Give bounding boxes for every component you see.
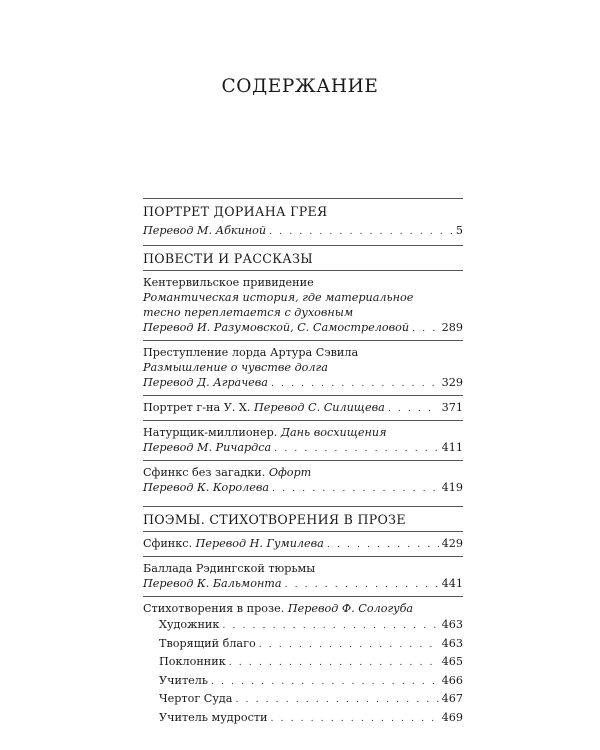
dot-leader	[272, 481, 439, 496]
dot-leader	[229, 654, 439, 672]
dot-leader	[270, 710, 438, 728]
page-number: 329	[441, 376, 463, 389]
subitem-title: Поклонник	[159, 655, 226, 668]
subitem-title: Учитель	[159, 673, 208, 687]
dot-leader	[211, 673, 439, 691]
subitem-title: Учитель мудрости	[159, 710, 268, 724]
dot-leader	[412, 321, 439, 336]
entry-title: Натурщик-миллионер.	[143, 426, 278, 439]
table-of-contents	[143, 198, 463, 731]
translation-credit: Перевод К. Бальмонта	[143, 577, 282, 590]
page-title: СОДЕРЖАНИЕ	[221, 76, 379, 97]
section-divider	[143, 506, 463, 507]
page-number: 411	[441, 441, 463, 454]
sub-items	[159, 616, 463, 727]
toc-entry-mr-wh[interactable]	[143, 396, 463, 420]
translation-credit: Перевод Ф. Сологуба	[287, 602, 414, 615]
page-number: 441	[441, 577, 463, 590]
translation-credit: Перевод М. Ричардса	[143, 441, 272, 454]
toc-entry-canterville[interactable]	[143, 271, 463, 340]
section-divider	[143, 245, 463, 246]
page-number: 467	[441, 692, 463, 705]
dot-leader	[388, 401, 439, 416]
section-divider	[143, 198, 463, 199]
toc-subitem-house-of-judgment[interactable]	[159, 690, 463, 709]
toc-subitem-disciple[interactable]	[159, 653, 463, 672]
entry-title: Сфинкс без загадки.	[143, 466, 266, 479]
entry-subtitle: Размышление о чувстве долга	[143, 361, 328, 374]
dot-leader	[327, 537, 439, 552]
page-number: 469	[441, 710, 463, 724]
subitem-title: Чертог Суда	[159, 692, 233, 705]
toc-entry-poems-in-prose	[143, 597, 463, 731]
entry-title: Стихотворения в прозе.	[143, 602, 285, 615]
translation-credit: Перевод К. Королева	[143, 481, 270, 494]
page-number: 289	[441, 321, 463, 334]
toc-entry-model-millionaire[interactable]	[143, 421, 463, 460]
section-title-dorian-gray[interactable]: ПОРТРЕТ ДОРИАНА ГРЕЯ	[143, 204, 328, 219]
page-number: 466	[441, 673, 463, 687]
dot-leader	[274, 441, 438, 456]
translation-credit: Перевод С. Силищева	[253, 401, 385, 414]
dot-leader	[222, 617, 438, 635]
entry-title: Портрет г-на У. Х.	[143, 401, 251, 414]
page-number: 463	[441, 618, 463, 631]
dot-leader	[271, 376, 439, 391]
page-number: 465	[441, 655, 463, 668]
toc-subitem-artist[interactable]	[159, 616, 463, 635]
toc-subitem-teacher-of-wisdom[interactable]	[159, 709, 463, 728]
dot-leader	[235, 691, 438, 709]
translation-credit: Перевод И. Разумовской, С. Самостреловой	[143, 321, 410, 334]
subitem-title: Творящий благо	[159, 636, 256, 650]
section-title-poems: ПОЭМЫ. СТИХОТВОРЕНИЯ В ПРОЗЕ	[143, 512, 406, 527]
toc-entry-ballad-reading-gaol[interactable]	[143, 557, 463, 596]
entry-title: Сфинкс.	[143, 537, 193, 550]
toc-entry-sphinx-without-secret[interactable]	[143, 461, 463, 500]
entry-subtitle: тесно переплетается с духовным	[143, 306, 354, 319]
translation-credit: Перевод М. Абкиной	[143, 224, 267, 237]
entry-title: Баллада Рэдингской тюрьмы	[143, 562, 316, 575]
toc-subitem-master[interactable]	[159, 672, 463, 691]
toc-line-dorian-gray[interactable]	[143, 223, 463, 239]
page-number: 5	[455, 224, 463, 237]
entry-title: Преступление лорда Артура Сэвила	[143, 346, 359, 359]
entry-subtitle: Романтическая история, где материальное	[143, 291, 414, 304]
page-number: 371	[441, 401, 463, 414]
dot-leader	[259, 636, 439, 654]
toc-entry-lord-arthur[interactable]	[143, 341, 463, 395]
toc-subitem-doer-of-good[interactable]	[159, 635, 463, 654]
entry-title: Кентервильское привидение	[143, 276, 314, 289]
subitem-title: Художник	[159, 618, 220, 631]
page-number: 419	[441, 481, 463, 494]
page-number: 429	[441, 537, 463, 550]
dot-leader	[269, 224, 453, 239]
toc-entry-sphinx[interactable]	[143, 532, 463, 556]
entry-subtitle: Офорт	[268, 466, 312, 479]
dot-leader	[285, 577, 439, 592]
translation-credit: Перевод Н. Гумилева	[195, 537, 324, 550]
translation-credit: Перевод Д. Аграчева	[143, 376, 268, 389]
page-number: 463	[441, 636, 463, 650]
section-title-stories: ПОВЕСТИ И РАССКАЗЫ	[143, 251, 313, 266]
entry-subtitle: Дань восхищения	[280, 426, 387, 439]
